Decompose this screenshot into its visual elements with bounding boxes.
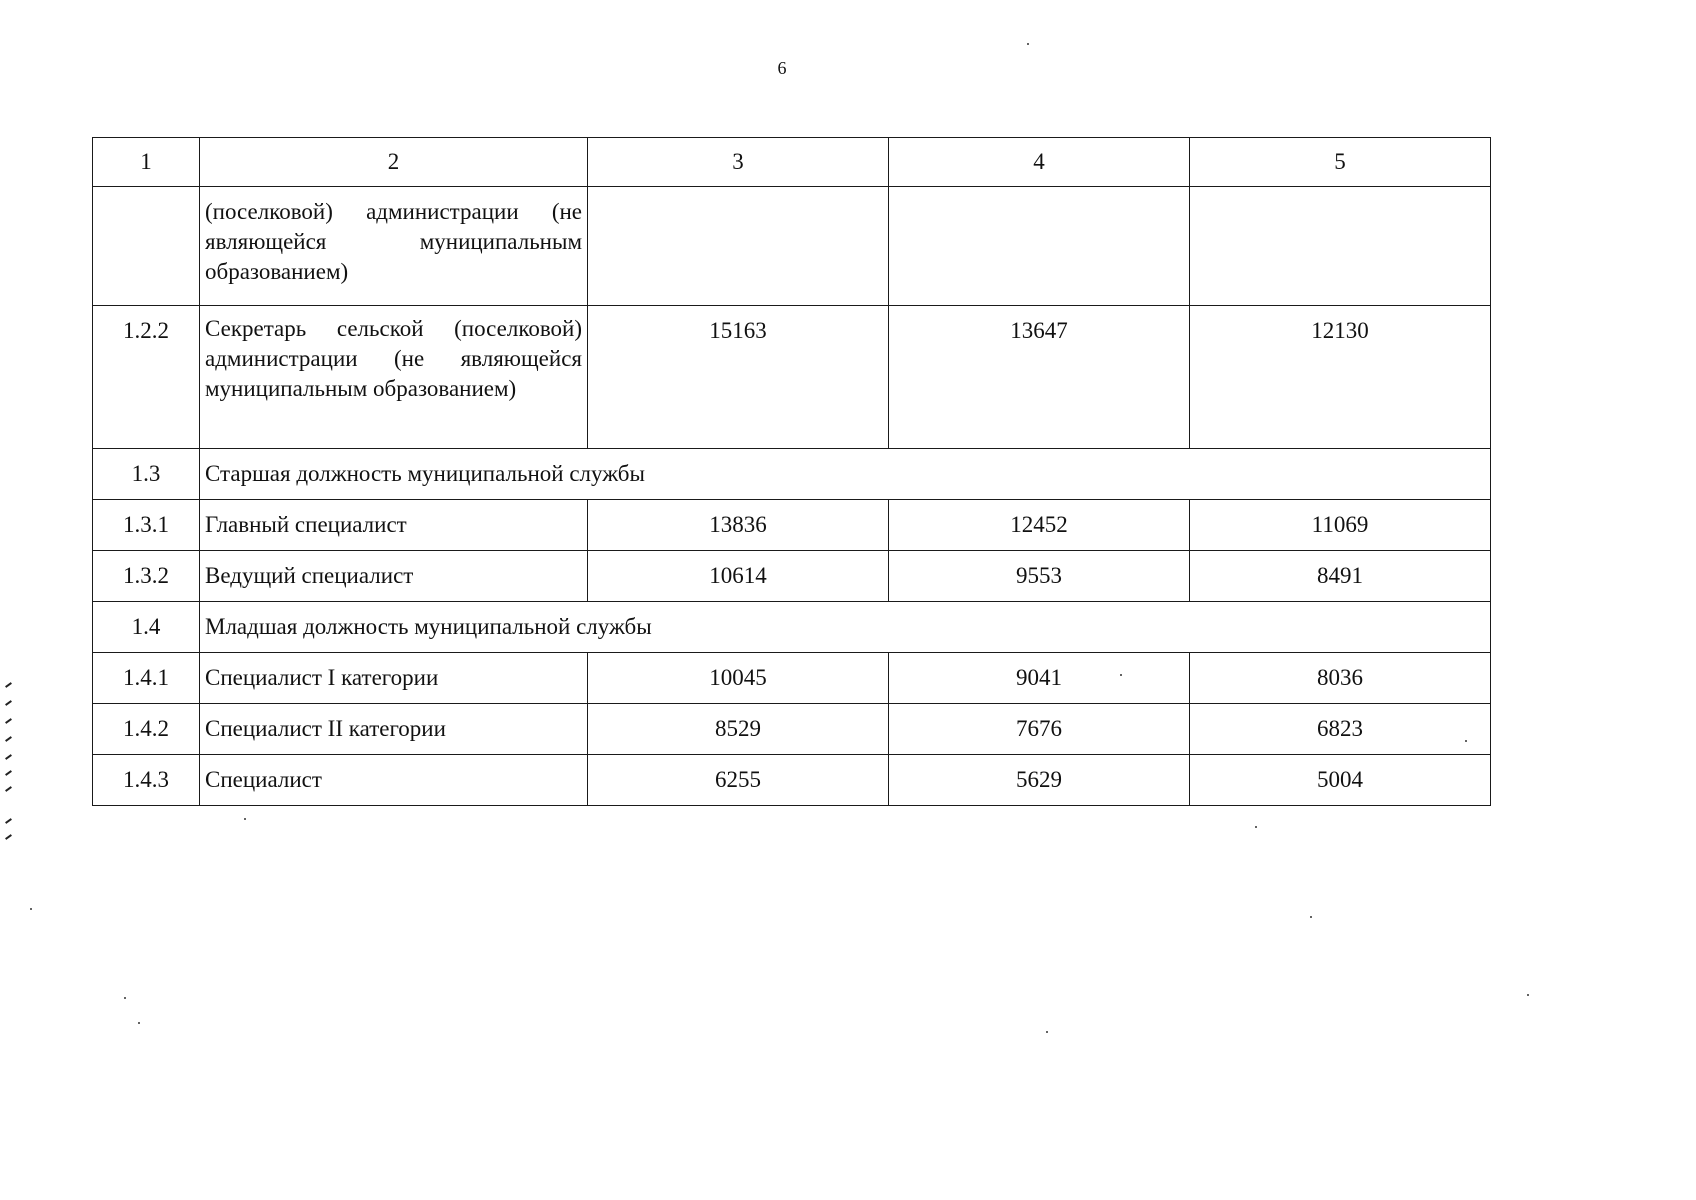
table-row <box>93 704 1491 755</box>
row-number: 1.4.2 <box>93 704 200 755</box>
header-cell: 5 <box>1190 138 1491 187</box>
position-name: (поселковой) администрации (не являющейся муниципальным образованием) <box>200 187 588 306</box>
row-number: 1.3.1 <box>93 500 200 551</box>
value-col4: 5629 <box>889 755 1190 806</box>
value-col4: 9041 <box>889 653 1190 704</box>
value-col5: 8036 <box>1190 653 1491 704</box>
position-name: Секретарь сельской (поселковой) администрации (не являющейся муниципальным образованием) <box>200 306 588 449</box>
page-number: 6 <box>777 58 787 78</box>
position-name: Главный специалист <box>200 500 588 551</box>
value-col3: 10045 <box>588 653 889 704</box>
row-number: 1.4.3 <box>93 755 200 806</box>
section-row <box>93 602 1491 653</box>
value-col4: 13647 <box>889 306 1190 449</box>
position-name: Ведущий специалист <box>200 551 588 602</box>
value-col4 <box>889 187 1190 306</box>
scan-speck <box>1527 994 1529 996</box>
position-name: Специалист II категории <box>200 704 588 755</box>
scan-speck <box>1310 916 1312 918</box>
value-col5 <box>1190 187 1491 306</box>
scan-speck <box>1120 674 1122 676</box>
scan-speck <box>1465 740 1467 742</box>
scan-speck <box>1255 826 1257 828</box>
table-row <box>93 187 1491 306</box>
value-col3: 10614 <box>588 551 889 602</box>
header-cell: 2 <box>200 138 588 187</box>
value-col5: 5004 <box>1190 755 1491 806</box>
row-number: 1.4.1 <box>93 653 200 704</box>
scan-speck <box>138 1022 140 1024</box>
value-col5: 6823 <box>1190 704 1491 755</box>
scan-speck <box>124 997 126 999</box>
section-title: Младшая должность муниципальной службы <box>200 602 1491 653</box>
scan-speck <box>244 818 246 820</box>
value-col3: 8529 <box>588 704 889 755</box>
header-cell: 3 <box>588 138 889 187</box>
value-col4: 7676 <box>889 704 1190 755</box>
table-row <box>93 306 1491 449</box>
table-row <box>93 500 1491 551</box>
scan-speck <box>30 908 32 910</box>
scan-margin-marks <box>2 680 16 850</box>
position-name: Специалист I категории <box>200 653 588 704</box>
header-cell: 1 <box>93 138 200 187</box>
value-col3: 15163 <box>588 306 889 449</box>
table-row <box>93 551 1491 602</box>
row-number: 1.4 <box>93 602 200 653</box>
scan-speck <box>1046 1031 1048 1033</box>
value-col4: 12452 <box>889 500 1190 551</box>
value-col5: 11069 <box>1190 500 1491 551</box>
position-name: Специалист <box>200 755 588 806</box>
value-col3: 13836 <box>588 500 889 551</box>
section-title: Старшая должность муниципальной службы <box>200 449 1491 500</box>
scan-speck <box>1027 43 1029 45</box>
value-col3: 6255 <box>588 755 889 806</box>
row-number <box>93 187 200 306</box>
value-col4: 9553 <box>889 551 1190 602</box>
value-col5: 12130 <box>1190 306 1491 449</box>
row-number: 1.3 <box>93 449 200 500</box>
salary-table <box>92 137 1491 806</box>
header-cell: 4 <box>889 138 1190 187</box>
section-row <box>93 449 1491 500</box>
value-col5: 8491 <box>1190 551 1491 602</box>
value-col3 <box>588 187 889 306</box>
row-number: 1.3.2 <box>93 551 200 602</box>
table-row <box>93 755 1491 806</box>
table-row <box>93 653 1491 704</box>
row-number: 1.2.2 <box>93 306 200 449</box>
table-header-row <box>93 138 1491 187</box>
